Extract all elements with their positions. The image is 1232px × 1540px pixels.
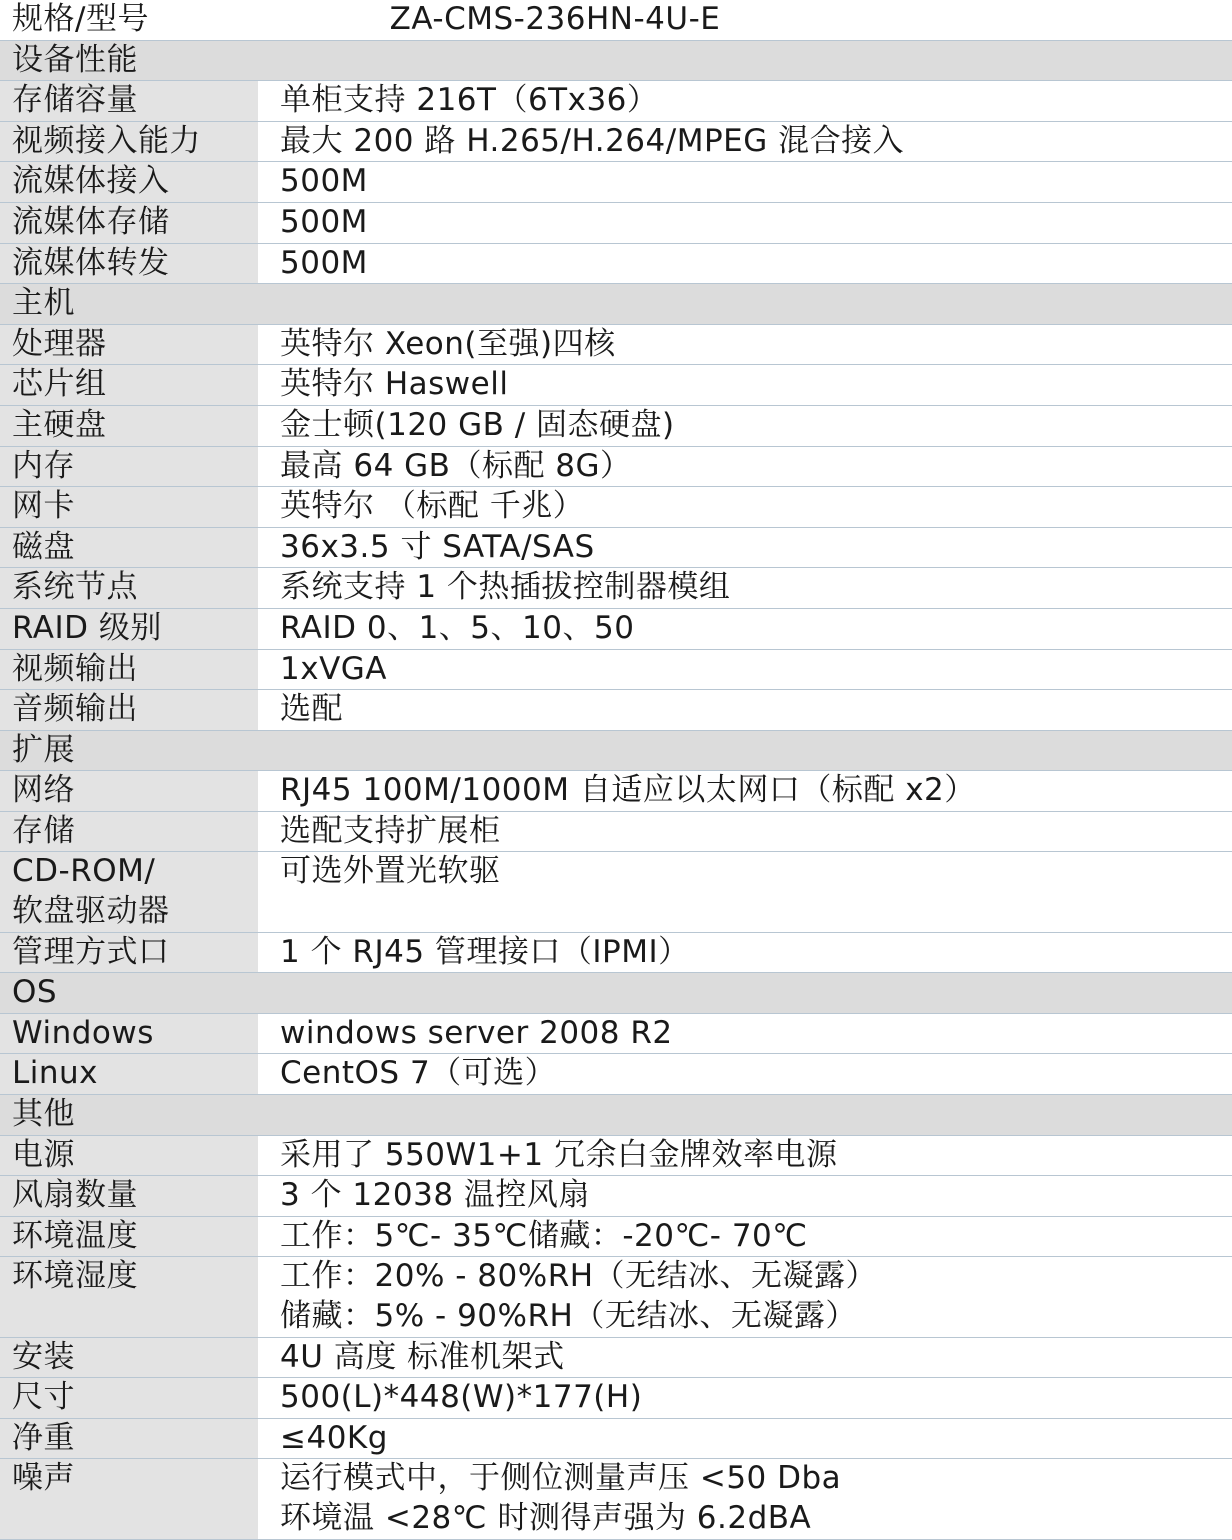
spec-row: [0, 1013, 1232, 1054]
spec-label: 处理器: [0, 324, 258, 365]
spec-value: [258, 243, 1232, 284]
spec-value-line: 工作：5℃- 35℃储藏：-20℃- 70℃: [280, 1217, 808, 1254]
spec-row: [0, 811, 1232, 852]
spec-value: [258, 1176, 1232, 1217]
spec-row: [0, 324, 1232, 365]
section-title: 主机: [0, 284, 258, 325]
spec-row: [0, 1378, 1232, 1419]
spec-value: [258, 527, 1232, 568]
spec-value-line: windows server 2008 R2: [280, 1014, 673, 1051]
spec-value-line: 1xVGA: [280, 650, 388, 687]
spec-value-line: 储藏：5% - 90%RH（无结冰、无凝露）: [280, 1298, 857, 1334]
spec-value-line: 环境温 <28℃ 时测得声强为 6.2dBA: [280, 1499, 812, 1536]
spec-label: 安装: [0, 1337, 258, 1378]
spec-row: [0, 1054, 1232, 1095]
spec-value-line: CentOS 7（可选）: [280, 1055, 557, 1092]
spec-value-line: 36x3.5 寸 SATA/SAS: [280, 528, 595, 565]
section-title: OS: [0, 973, 258, 1014]
spec-value-line: 英特尔 Xeon(至强)四核: [280, 325, 616, 362]
spec-value: [258, 568, 1232, 609]
section-header-row: [0, 1095, 1232, 1136]
spec-value: [258, 365, 1232, 406]
spec-value: [258, 121, 1232, 162]
spec-value: [258, 1135, 1232, 1176]
section-filler: [258, 730, 1232, 771]
spec-value: [258, 1216, 1232, 1257]
spec-label-line: 软盘驱动器: [12, 893, 170, 930]
spec-value: [258, 1378, 1232, 1419]
section-title: 设备性能: [0, 40, 258, 81]
spec-label: 环境湿度: [0, 1257, 258, 1337]
spec-row: [0, 771, 1232, 812]
spec-value: [258, 811, 1232, 852]
section-header-row: [0, 973, 1232, 1014]
spec-value: [258, 487, 1232, 528]
spec-row: [0, 487, 1232, 528]
spec-row: [0, 81, 1232, 122]
spec-label: 网卡: [0, 487, 258, 528]
section-header-row: [0, 730, 1232, 771]
spec-value-line: 可选外置光软驱: [280, 853, 501, 890]
spec-value: [258, 162, 1232, 203]
spec-row: [0, 121, 1232, 162]
spec-label: 视频输出: [0, 649, 258, 690]
spec-row: [0, 690, 1232, 731]
spec-value-line: 500(L)*448(W)*177(H): [280, 1379, 643, 1416]
spec-label: 净重: [0, 1418, 258, 1459]
spec-value-line: 选配: [280, 691, 343, 728]
spec-value-line: 3 个 12038 温控风扇: [280, 1177, 590, 1214]
spec-value-line: 4U 高度 标准机架式: [280, 1338, 565, 1375]
section-header-row: [0, 284, 1232, 325]
spec-row: [0, 202, 1232, 243]
spec-label: 音频输出: [0, 690, 258, 731]
spec-label: 流媒体存储: [0, 202, 258, 243]
spec-label: 主硬盘: [0, 405, 258, 446]
spec-value-line: 运行模式中，于侧位测量声压 <50 Dba: [280, 1460, 842, 1497]
spec-label: 视频接入能力: [0, 121, 258, 162]
spec-label: 电源: [0, 1135, 258, 1176]
spec-label: 磁盘: [0, 527, 258, 568]
spec-row: [0, 649, 1232, 690]
spec-value-line: 系统支持 1 个热插拔控制器模组: [280, 569, 731, 606]
spec-label: 内存: [0, 446, 258, 487]
spec-label: [0, 852, 258, 932]
spec-value: [258, 446, 1232, 487]
spec-label: 管理方式口: [0, 932, 258, 973]
spec-label-line: CD-ROM/: [12, 853, 156, 890]
spec-row: [0, 1216, 1232, 1257]
section-header-row: [0, 40, 1232, 81]
section-filler: [258, 973, 1232, 1014]
spec-value: [258, 1337, 1232, 1378]
spec-row: [0, 1257, 1232, 1337]
spec-label: RAID 级别: [0, 608, 258, 649]
section-filler: [258, 1095, 1232, 1136]
spec-value-line: 最大 200 路 H.265/H.264/MPEG 混合接入: [280, 122, 905, 159]
spec-label: 流媒体接入: [0, 162, 258, 203]
spec-value-line: RJ45 100M/1000M 自适应以太网口（标配 x2）: [280, 772, 976, 809]
spec-row: [0, 243, 1232, 284]
spec-row: [0, 446, 1232, 487]
spec-label: 环境温度: [0, 1216, 258, 1257]
spec-value: [258, 81, 1232, 122]
spec-value-line: RAID 0、1、5、10、50: [280, 609, 635, 646]
spec-row: [0, 527, 1232, 568]
spec-value: [258, 608, 1232, 649]
spec-row: [0, 1176, 1232, 1217]
spec-value-line: 采用了 550W1+1 冗余白金牌效率电源: [280, 1136, 838, 1173]
spec-value: [258, 852, 1232, 932]
model-number: ZA-CMS-236HN-4U-E: [258, 0, 1232, 40]
spec-value: [258, 405, 1232, 446]
spec-value-line: 选配支持扩展柜: [280, 812, 501, 849]
section-title: 扩展: [0, 730, 258, 771]
spec-label: 风扇数量: [0, 1176, 258, 1217]
spec-value: [258, 1257, 1232, 1337]
spec-value-line: 1 个 RJ45 管理接口（IPMI）: [280, 933, 690, 970]
spec-value: [258, 202, 1232, 243]
spec-value-line: 英特尔 Haswell: [280, 366, 509, 403]
spec-label: 存储容量: [0, 81, 258, 122]
spec-row: [0, 1418, 1232, 1459]
spec-label: 系统节点: [0, 568, 258, 609]
section-title: 其他: [0, 1095, 258, 1136]
spec-value: [258, 1013, 1232, 1054]
spec-value-line: 金士顿(120 GB / 固态硬盘): [280, 406, 675, 443]
spec-value-line: 工作：20% - 80%RH（无结冰、无凝露）: [280, 1258, 878, 1295]
spec-value-line: 500M: [280, 203, 368, 240]
spec-value: [258, 1054, 1232, 1095]
spec-row: [0, 405, 1232, 446]
section-filler: [258, 40, 1232, 81]
spec-label: Windows: [0, 1013, 258, 1054]
spec-label: Linux: [0, 1054, 258, 1095]
spec-value: [258, 932, 1232, 973]
spec-row: [0, 365, 1232, 406]
spec-label: 存储: [0, 811, 258, 852]
spec-value-line: ≤40Kg: [280, 1419, 388, 1456]
spec-row: [0, 932, 1232, 973]
spec-label: 芯片组: [0, 365, 258, 406]
spec-value: [258, 649, 1232, 690]
spec-value: [258, 1459, 1232, 1539]
spec-label: 尺寸: [0, 1378, 258, 1419]
spec-row: [0, 162, 1232, 203]
spec-value: [258, 690, 1232, 731]
spec-value-line: 单柜支持 216T（6Tx36）: [280, 82, 659, 119]
spec-label: 噪声: [0, 1459, 258, 1539]
spec-value: [258, 1418, 1232, 1459]
spec-row: [0, 568, 1232, 609]
spec-value: [258, 324, 1232, 365]
header-row: [0, 0, 1232, 40]
spec-value-line: 英特尔 （标配 千兆）: [280, 488, 585, 525]
spec-label: 网络: [0, 771, 258, 812]
spec-value: [258, 771, 1232, 812]
spec-value-line: 500M: [280, 244, 368, 281]
header-label: 规格/型号: [0, 0, 258, 40]
spec-label: 流媒体转发: [0, 243, 258, 284]
spec-row: [0, 1459, 1232, 1539]
spec-row: [0, 1337, 1232, 1378]
spec-row: [0, 1135, 1232, 1176]
spec-row: [0, 608, 1232, 649]
section-filler: [258, 284, 1232, 325]
spec-row: [0, 852, 1232, 932]
spec-value-line: 最高 64 GB（标配 8G）: [280, 447, 632, 484]
spec-value-line: 500M: [280, 163, 368, 200]
